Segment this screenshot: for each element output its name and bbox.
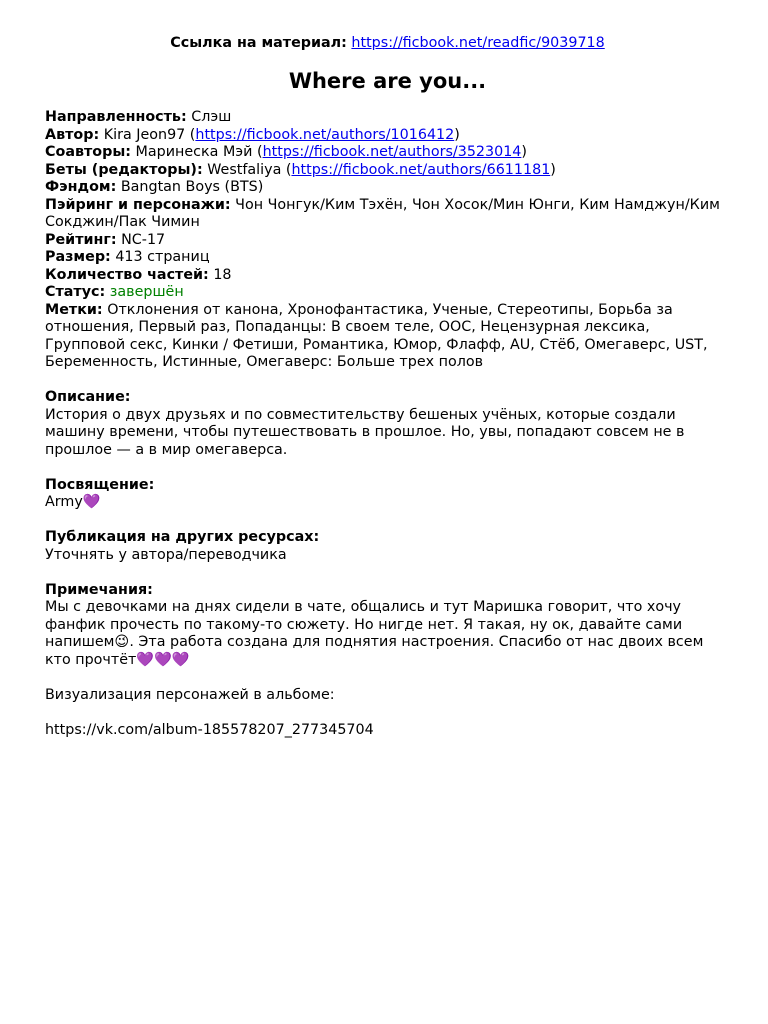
document-page [45,33,730,739]
coauthors-label: Соавторы: [45,144,131,160]
pairing-label: Пэйринг и персонажи: [45,196,231,213]
source-line [45,33,730,53]
betas-value: Westfaliya [207,161,282,178]
direction-value: Слэш [191,109,232,125]
betas-label: Беты (редакторы): [45,161,203,178]
fandom-value: Bangtan Boys (BTS) [120,179,264,195]
coauthors-value: Маринеска Мэй [135,144,253,160]
rating-label: Рейтинг: [45,231,117,248]
field-coauthors: Соавторы: Маринеска Мэй (https://ficbook.net/authors/3523014) [45,144,527,160]
dedication-section [45,477,730,512]
field-direction [45,109,730,127]
description-text: История о двух друзьях и по совместительству бешеных учёных, которые создали машину времени, чтобы путешествовать в прошлое. Но, увы, попадают совсем не в прошлое — а в мир омегаверса. [45,406,685,458]
field-fandom [45,179,730,197]
publication-heading: Публикация на других ресурсах: [45,529,320,545]
author-value: Kira Jeon97 [103,126,186,143]
field-tags [45,302,730,372]
dedication-text: Army💜 [45,494,101,510]
dedication-heading: Посвящение: [45,476,155,493]
field-pairing [45,197,730,232]
tags-value: Отклонения от канона, Хронофантастика, Ученые, Стереотипы, Борьба за отношения, Первый раз, Попаданцы: В своем теле, ООС, Нецензурная лексика, Групповой секс, Кинки / Фетиши, Романтика, Юмор, Флафф, AU, Стёб, Омегаверс, UST, Беременность, Истинные, Омегаверс: Больше трех полов [45,301,708,370]
description-heading: Описание: [45,389,131,405]
fandom-label: Фэндом: [45,179,117,195]
notes-paragraph: Визуализация персонажей в альбоме: [45,686,335,703]
notes-album-url: https://vk.com/album-185578207_277345704 [45,721,374,738]
field-rating [45,232,730,250]
rating-value: NC-17 [121,231,166,248]
coauthors-link[interactable]: https://ficbook.net/authors/3523014 [262,144,522,160]
author-link[interactable]: https://ficbook.net/authors/1016412 [195,126,455,143]
tags-label: Метки: [45,301,103,318]
betas-link[interactable]: https://ficbook.net/authors/6611181 [291,161,551,178]
notes-paragraph: Мы с девочками на днях сидели в чате, общались и тут Маришка говорит, что хочу фанфик прочесть по такому-то сюжету. Но нигде нет. Я такая, ну ок, давайте сами напишем😉. Эта работа создана для поднятия настроения. Спасибо от нас двоих всем кто прочтёт💜💜💜 [45,599,704,668]
status-label: Статус: [45,284,106,300]
notes-heading: Примечания: [45,581,153,598]
pairing-value: Чон Чонгук/Ким Тэхён, Чон Хосок/Мин Юнги, Ким Намджун/Ким Сокджин/Пак Чимин [45,196,720,230]
publication-section [45,529,730,564]
field-betas: Беты (редакторы): Westfaliya (https://ficbook.net/authors/6611181) [45,161,556,178]
field-size [45,249,730,267]
status-value: завершён [109,284,184,300]
publication-text: Уточнять у автора/переводчика [45,546,287,563]
notes-section [45,582,730,740]
work-title: Where are you... [288,69,487,93]
source-label: Ссылка на материал: [170,35,347,51]
field-status [45,284,730,302]
parts-label: Количество частей: [45,266,209,283]
field-author: Автор: Kira Jeon97 (https://ficbook.net/authors/1016412) [45,126,460,143]
parts-value: 18 [213,266,232,283]
work-header [45,109,730,372]
field-parts [45,267,730,285]
size-label: Размер: [45,249,111,265]
author-label: Автор: [45,126,100,143]
size-value: 413 страниц [115,249,210,265]
description-section [45,389,730,459]
direction-label: Направленность: [45,109,187,125]
source-link[interactable]: https://ficbook.net/readfic/9039718 [351,35,605,51]
